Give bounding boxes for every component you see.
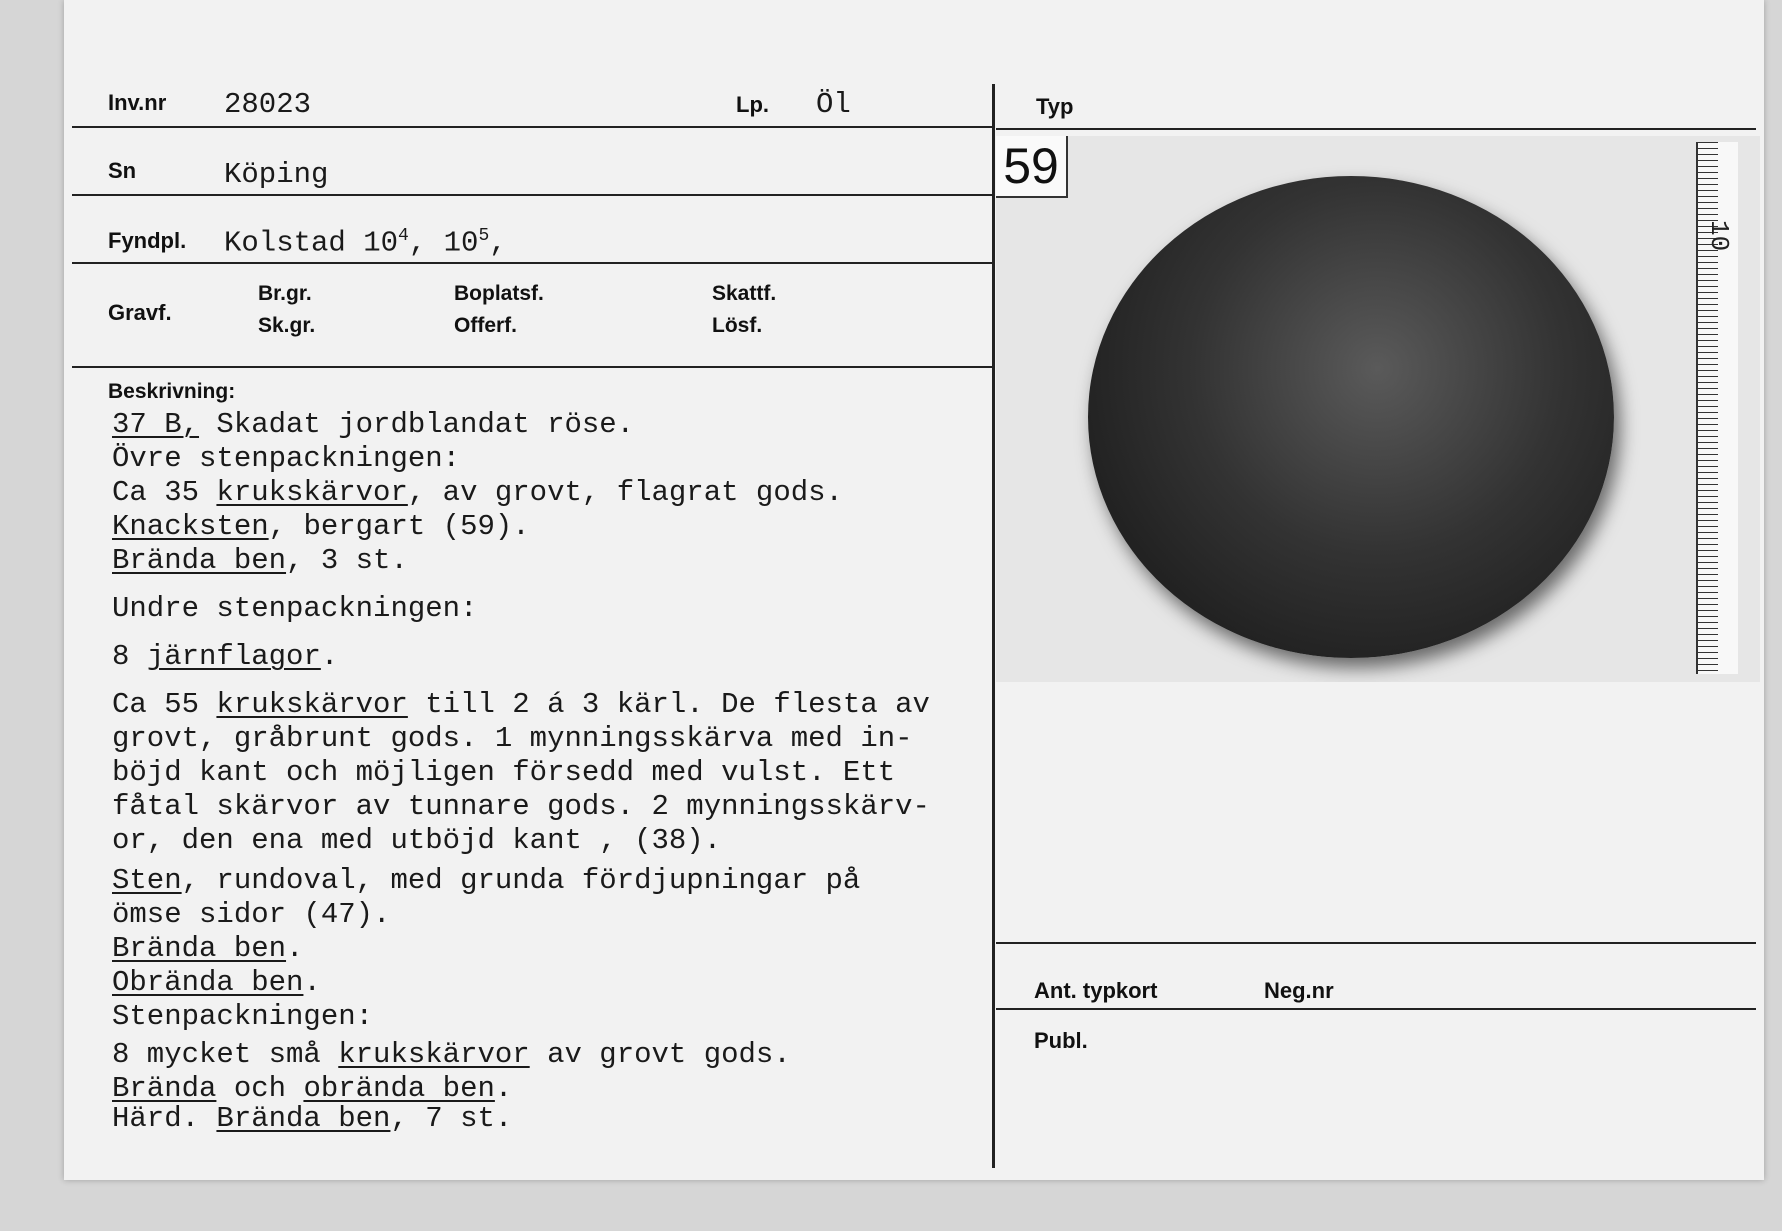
losf-label: Lösf. — [712, 314, 763, 337]
skgr-label: Sk.gr. — [258, 314, 316, 337]
desc-line-1: 37 B, Skadat jordblandat röse. — [112, 408, 635, 441]
fyndpl-main: Kolstad 10 — [224, 226, 399, 260]
gravf-label: Gravf. — [108, 300, 172, 325]
desc-line-9: grovt, gråbrunt gods. 1 mynningsskärva med in- — [112, 722, 913, 755]
desc-line-18: 8 mycket små krukskärvor av grovt gods. — [112, 1038, 791, 1071]
boplatsf-label: Boplatsf. — [454, 282, 544, 305]
desc-line-2: Övre stenpackningen: — [112, 442, 461, 475]
skattf-label: Skattf. — [712, 282, 777, 305]
fyndpl-sup2: 5 — [478, 226, 490, 246]
divider-4 — [72, 366, 992, 368]
desc-line-17: Stenpackningen: — [112, 1000, 374, 1033]
stone-image — [1088, 176, 1614, 658]
inv-label: Inv.nr — [108, 90, 167, 115]
beskrivning-label: Beskrivning: — [108, 380, 236, 403]
sn-label: Sn — [108, 158, 137, 183]
desc-line-16: Obrända ben. — [112, 966, 321, 999]
lp-value: Öl — [816, 88, 851, 121]
desc-line-6: Undre stenpackningen: — [112, 592, 478, 625]
divider-2 — [72, 194, 992, 196]
desc-line-5: Brända ben, 3 st. — [112, 544, 408, 577]
desc-line-13: Sten, rundoval, med grunda fördjupningar på — [112, 864, 861, 897]
desc-line-8: Ca 55 krukskärvor till 2 á 3 kärl. De flesta av — [112, 688, 930, 721]
fyndpl-label: Fyndpl. — [108, 228, 187, 253]
desc-line-3: Ca 35 krukskärvor, av grovt, flagrat gods. — [112, 476, 843, 509]
divider-right-2 — [996, 1008, 1756, 1010]
description-block — [112, 408, 1062, 1136]
divider-right-1 — [996, 942, 1756, 944]
divider-1 — [72, 126, 992, 128]
desc-line-12: or, den ena med utböjd kant , (38). — [112, 824, 722, 857]
publ-label: Publ. — [1034, 1028, 1088, 1053]
desc-line-14: ömse sidor (47). — [112, 898, 391, 931]
desc-line-19: Brända och obrända ben. — [112, 1072, 513, 1105]
desc-line-4: Knacksten, bergart (59). — [112, 510, 530, 543]
inv-value: 28023 — [224, 88, 312, 121]
fyndpl-value — [224, 226, 507, 260]
brgr-label: Br.gr. — [258, 282, 312, 305]
fyndpl-mid: , 10 — [408, 226, 479, 260]
catalog-card — [64, 0, 1764, 1180]
desc-line-20: Härd. Brända ben, 7 st. — [112, 1102, 513, 1135]
ant-typkort-label: Ant. typkort — [1034, 978, 1158, 1003]
divider-3 — [72, 262, 992, 264]
fyndpl-sup1: 4 — [398, 226, 409, 246]
desc-line-10: böjd kant och möjligen försedd med vulst. Ett — [112, 756, 896, 789]
neg-nr-label: Neg.nr — [1264, 978, 1334, 1003]
divider-typ — [996, 128, 1756, 130]
desc-line-15: Brända ben. — [112, 932, 304, 965]
fyndpl-end: , — [489, 226, 507, 260]
lp-label: Lp. — [736, 92, 769, 117]
ruler-number: 10 — [1704, 220, 1734, 252]
offerf-label: Offerf. — [454, 314, 517, 337]
artifact-photo — [996, 136, 1760, 682]
desc-line-11: fåtal skärvor av tunnare gods. 2 mynningsskärv- — [112, 790, 930, 823]
typ-label: Typ — [1036, 94, 1074, 119]
desc-line-7: 8 järnflagor. — [112, 640, 339, 673]
photo-number-tag: 59 — [996, 136, 1068, 198]
sn-value: Köping — [224, 158, 329, 191]
